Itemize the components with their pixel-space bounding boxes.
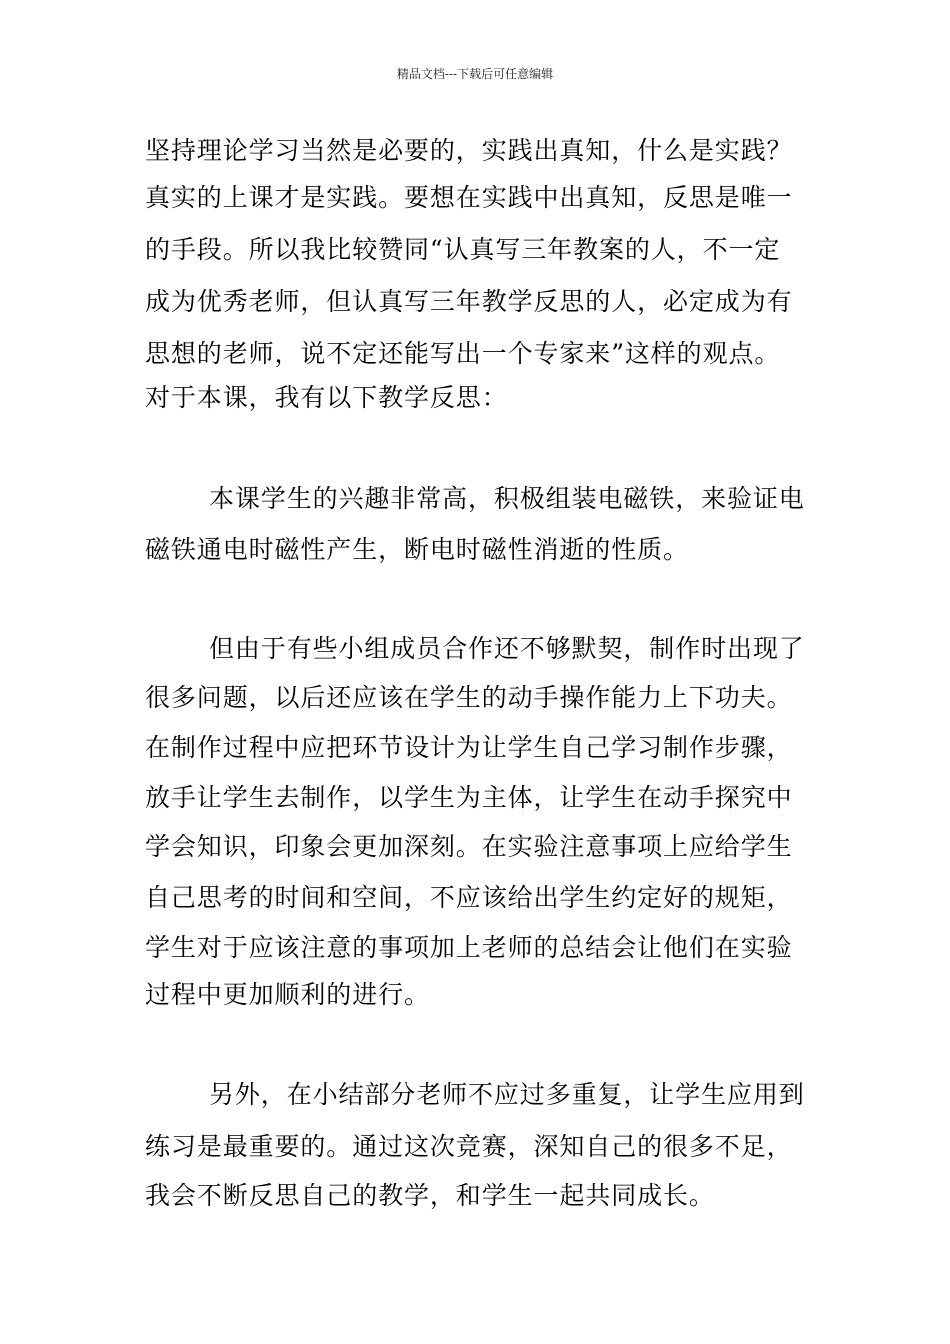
text-line: 我会不断反思自己的教学，和学生一起共同成长。 bbox=[145, 1181, 715, 1210]
text-line: 但由于有些小组成员合作还不够默契，制作时出现了 bbox=[209, 634, 805, 663]
text-line: 成为优秀老师，但认真写三年教学反思的人，必定成为有 bbox=[145, 287, 793, 316]
text-line: 练习是最重要的。通过这次竞赛，深知自己的很多不足， bbox=[145, 1132, 793, 1161]
text-line: 真实的上课才是实践。要想在实践中出真知，反思是唯一 bbox=[145, 183, 793, 212]
page-header: 精品文档---下载后可任意编辑 bbox=[396, 67, 554, 81]
text-line: 过程中更加顺利的进行。 bbox=[145, 980, 430, 1009]
text-line: 坚持理论学习当然是必要的，实践出真知，什么是实践？ bbox=[145, 136, 793, 165]
text-line: 本课学生的兴趣非常高，积极组装电磁铁，来验证电 bbox=[209, 484, 805, 513]
text-line: 的手段。所以我比较赞同“认真写三年教案的人，不一定 bbox=[145, 235, 781, 264]
text-line: 很多问题，以后还应该在学生的动手操作能力上下功夫。 bbox=[145, 683, 793, 712]
text-line: 另外，在小结部分老师不应过多重复，让学生应用到 bbox=[209, 1080, 805, 1109]
text-line: 在制作过程中应把环节设计为让学生自己学习制作步骤， bbox=[145, 733, 793, 762]
text-line: 放手让学生去制作，以学生为主体，让学生在动手探究中 bbox=[145, 783, 793, 812]
text-line: 对于本课，我有以下教学反思： bbox=[145, 383, 508, 412]
text-line: 自己思考的时间和空间，不应该给出学生约定好的规矩， bbox=[145, 883, 793, 912]
text-line: 学会知识，印象会更加深刻。在实验注意事项上应给学生 bbox=[145, 832, 793, 861]
text-line: 学生对于应该注意的事项加上老师的总结会让他们在实验 bbox=[145, 933, 793, 962]
text-line: 思想的老师，说不定还能写出一个专家来”这样的观点。 bbox=[145, 339, 781, 368]
text-line: 磁铁通电时磁性产生，断电时磁性消逝的性质。 bbox=[145, 535, 689, 564]
